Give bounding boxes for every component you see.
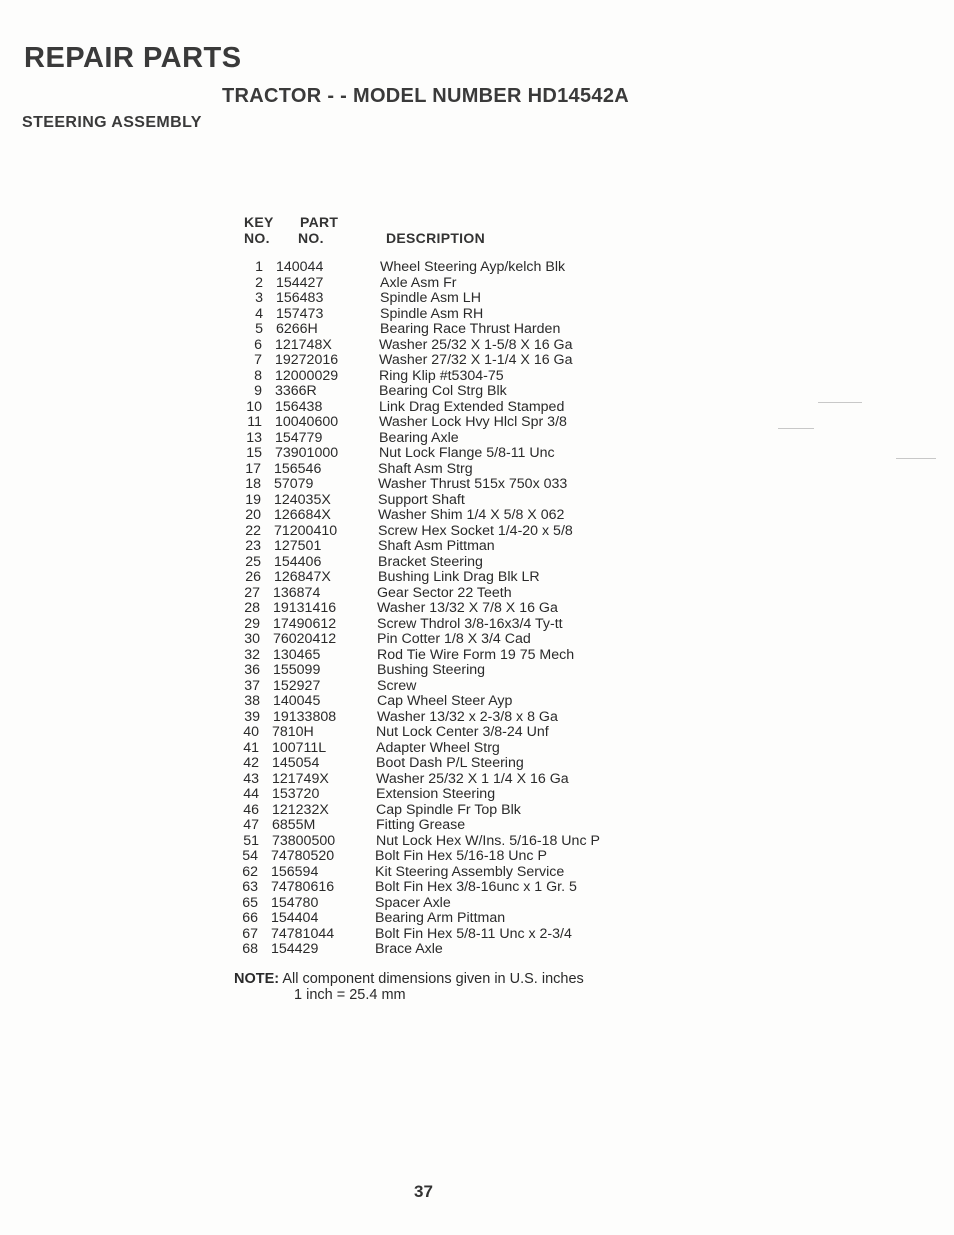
part-no-header	[298, 214, 338, 246]
part-description: Bearing Axle	[379, 429, 459, 446]
part-number: 17490612	[273, 615, 337, 632]
key-number: 43	[243, 770, 259, 787]
key-number: 65	[242, 894, 258, 911]
section-heading: STEERING ASSEMBLY	[22, 114, 202, 131]
parts-row	[231, 865, 656, 881]
part-number: 154427	[276, 274, 324, 291]
key-number: 54	[242, 848, 258, 864]
key-number: 20	[245, 507, 261, 523]
part-header-line1: PART	[300, 214, 339, 230]
key-number: 32	[244, 646, 260, 663]
part-description: Bolt Fin Hex 5/16-18 Unc P	[375, 848, 547, 864]
part-number: 100711L	[272, 739, 327, 756]
key-number: 1	[255, 259, 263, 275]
parts-row	[233, 601, 656, 617]
key-number: 6	[254, 336, 262, 353]
key-number: 68	[242, 941, 258, 957]
part-description: Spacer Axle	[375, 894, 451, 911]
key-number: 51	[243, 832, 259, 849]
part-number: 6266H	[276, 321, 318, 337]
key-number: 18	[245, 476, 261, 492]
parts-row	[236, 307, 656, 323]
part-description: Bolt Fin Hex 3/8-16unc x 1 Gr. 5	[375, 879, 577, 895]
key-number: 38	[244, 693, 260, 709]
part-description: Washer 13/32 x 2-3/8 x 8 Ga	[377, 708, 558, 725]
part-description: Kit Steering Assembly Service	[375, 863, 565, 880]
parts-row	[233, 663, 656, 679]
key-number: 2	[255, 274, 263, 291]
part-number: 140044	[276, 259, 324, 275]
key-number: 15	[246, 445, 262, 461]
part-number: 152927	[273, 677, 321, 694]
key-number: 17	[245, 460, 261, 477]
parts-row	[234, 555, 656, 571]
part-description: Bracket Steering	[378, 553, 483, 570]
part-number: 156594	[271, 863, 319, 880]
part-description: Washer Shim 1/4 X 5/8 X 062	[378, 507, 565, 523]
key-number: 4	[255, 305, 263, 322]
key-number: 44	[243, 786, 259, 802]
part-description: Bearing Arm Pittman	[375, 910, 506, 926]
parts-row	[232, 772, 656, 788]
part-description: Rod Tie Wire Form 19 75 Mech	[377, 646, 575, 663]
part-description: Washer Lock Hvy Hlcl Spr 3/8	[379, 414, 567, 430]
dimension-note	[234, 971, 584, 1003]
part-description: Fitting Grease	[376, 817, 466, 833]
parts-row	[236, 322, 656, 338]
key-number: 22	[245, 522, 261, 539]
part-number: 121232X	[272, 801, 329, 818]
parts-row	[235, 431, 656, 447]
part-description: Link Drag Extended Stamped	[379, 398, 565, 415]
scan-mark	[818, 402, 862, 403]
part-description: Shaft Asm Pittman	[378, 538, 495, 554]
part-description: Bearing Col Strg Blk	[379, 383, 507, 399]
key-number: 62	[242, 863, 258, 880]
part-number: 154780	[271, 894, 319, 911]
model-subtitle: TRACTOR - - MODEL NUMBER HD14542A	[222, 85, 629, 107]
key-number: 26	[245, 569, 261, 585]
parts-row	[234, 493, 656, 509]
parts-row	[235, 400, 656, 416]
part-number: 127501	[274, 538, 322, 554]
part-description: Brace Axle	[375, 941, 443, 957]
part-description: Washer 25/32 X 1-5/8 X 16 Ga	[379, 336, 573, 353]
note-label: NOTE:	[234, 971, 280, 987]
part-number: 136874	[273, 584, 321, 601]
key-number: 67	[242, 925, 258, 942]
parts-row	[233, 694, 656, 710]
parts-row	[233, 648, 656, 664]
note-conversion: 1 inch = 25.4 mm	[294, 987, 406, 1003]
parts-row	[235, 384, 656, 400]
key-number: 63	[242, 879, 258, 895]
key-no-header	[244, 214, 274, 246]
part-description: Nut Lock Flange 5/8-11 Unc	[379, 445, 555, 461]
key-number: 41	[243, 739, 259, 756]
part-number: 74781044	[271, 925, 335, 942]
parts-row	[232, 756, 656, 772]
part-number: 130465	[273, 646, 321, 663]
parts-row	[231, 911, 656, 927]
scan-mark	[778, 428, 814, 429]
part-description: Washer 27/32 X 1-1/4 X 16 Ga	[379, 352, 573, 368]
part-description: Bolt Fin Hex 5/8-11 Unc x 2-3/4	[375, 925, 572, 942]
part-number: 121748X	[275, 336, 332, 353]
part-description: Pin Cotter 1/8 X 3/4 Cad	[377, 631, 531, 647]
part-description: Bearing Race Thrust Harden	[380, 321, 561, 337]
parts-row	[233, 679, 656, 695]
parts-row	[235, 415, 656, 431]
parts-row	[232, 725, 656, 741]
key-number: 3	[255, 290, 263, 306]
parts-row	[231, 880, 656, 896]
part-number: 73901000	[275, 445, 339, 461]
part-description: Washer 13/32 X 7/8 X 16 Ga	[377, 600, 558, 616]
key-number: 36	[244, 662, 260, 678]
key-number: 66	[242, 910, 258, 926]
key-number: 29	[244, 615, 260, 632]
parts-row	[234, 508, 656, 524]
part-number: 156483	[276, 290, 324, 306]
parts-row	[234, 570, 656, 586]
parts-row	[236, 291, 656, 307]
part-number: 19272016	[275, 352, 339, 368]
part-number: 76020412	[273, 631, 337, 647]
part-description: Axle Asm Fr	[380, 274, 457, 291]
key-number: 28	[244, 600, 260, 616]
part-number: 154429	[271, 941, 319, 957]
key-number: 23	[245, 538, 261, 554]
parts-row	[233, 632, 656, 648]
part-description: Spindle Asm LH	[380, 290, 481, 306]
part-header-line2: NO.	[298, 230, 324, 246]
key-number: 8	[254, 367, 262, 384]
part-description: Washer 25/32 X 1 1/4 X 16 Ga	[376, 770, 569, 787]
part-number: 7810H	[272, 724, 314, 740]
parts-row	[233, 586, 656, 602]
parts-row	[234, 539, 656, 555]
part-number: 12000029	[275, 367, 339, 384]
part-description: Bushing Steering	[377, 662, 486, 678]
parts-row	[234, 524, 656, 540]
part-number: 140045	[273, 693, 321, 709]
key-number: 5	[255, 321, 263, 337]
parts-row	[234, 477, 656, 493]
part-number: 155099	[273, 662, 321, 678]
parts-row	[232, 741, 656, 757]
page-title: REPAIR PARTS	[24, 42, 242, 74]
part-number: 19131416	[273, 600, 337, 616]
part-description: Washer Thrust 515x 750x 033	[378, 476, 568, 492]
parts-row	[231, 927, 656, 943]
part-number: 154404	[271, 910, 319, 926]
part-description: Spindle Asm RH	[380, 305, 484, 322]
key-number: 7	[254, 352, 262, 368]
parts-row	[232, 834, 656, 850]
parts-row	[236, 276, 656, 292]
part-number: 157473	[276, 305, 324, 322]
part-number: 74780520	[271, 848, 335, 864]
key-number: 40	[243, 724, 259, 740]
part-number: 57079	[274, 476, 314, 492]
part-description: Nut Lock Hex W/Ins. 5/16-18 Unc P	[376, 832, 600, 849]
key-number: 9	[254, 383, 262, 399]
part-number: 154406	[274, 553, 322, 570]
parts-row	[233, 617, 656, 633]
part-description: Nut Lock Center 3/8-24 Unf	[376, 724, 549, 740]
key-number: 25	[245, 553, 261, 570]
parts-row	[235, 338, 656, 354]
part-number: 10040600	[275, 414, 339, 430]
part-number: 71200410	[274, 522, 338, 539]
part-description: Bushing Link Drag Blk LR	[378, 569, 540, 585]
description-header: DESCRIPTION	[386, 230, 485, 246]
part-description: Screw Thdrol 3/8-16x3/4 Ty-tt	[377, 615, 563, 632]
key-header-line2: NO.	[244, 230, 270, 246]
part-description: Cap Spindle Fr Top Blk	[376, 801, 521, 818]
key-number: 46	[243, 801, 259, 818]
key-number: 11	[247, 414, 262, 430]
part-description: Screw Hex Socket 1/4-20 x 5/8	[378, 522, 573, 539]
part-description: Screw	[377, 677, 417, 694]
parts-row	[232, 818, 656, 834]
part-number: 121749X	[272, 770, 329, 787]
part-number: 126684X	[274, 507, 331, 523]
parts-row	[236, 260, 656, 276]
parts-row	[231, 942, 656, 958]
part-number: 3366R	[275, 383, 317, 399]
page-number: 37	[414, 1182, 433, 1201]
parts-row	[232, 803, 656, 819]
part-number: 73800500	[272, 832, 336, 849]
key-header-line1: KEY	[244, 214, 274, 230]
part-number: 156438	[275, 398, 323, 415]
part-description: Adapter Wheel Strg	[376, 739, 500, 756]
part-number: 154779	[275, 429, 323, 446]
part-number: 74780616	[271, 879, 335, 895]
key-number: 19	[245, 491, 261, 508]
parts-row	[231, 849, 656, 865]
parts-row	[235, 446, 656, 462]
key-number: 47	[243, 817, 259, 833]
part-description: Gear Sector 22 Teeth	[377, 584, 512, 601]
part-number: 156546	[274, 460, 322, 477]
part-description: Support Shaft	[378, 491, 465, 508]
parts-row	[235, 353, 656, 369]
part-description: Wheel Steering Ayp/kelch Blk	[380, 259, 566, 275]
part-description: Ring Klip #t5304-75	[379, 367, 504, 384]
key-number: 42	[243, 755, 259, 771]
scan-mark	[896, 458, 936, 459]
key-number: 27	[244, 584, 260, 601]
parts-row	[233, 710, 656, 726]
part-description: Cap Wheel Steer Ayp	[377, 693, 513, 709]
key-number: 13	[246, 429, 262, 446]
key-number: 37	[244, 677, 260, 694]
part-number: 153720	[272, 786, 320, 802]
parts-row	[231, 896, 656, 912]
part-number: 19133808	[273, 708, 337, 725]
part-description: Shaft Asm Strg	[378, 460, 473, 477]
part-number: 124035X	[274, 491, 331, 508]
part-description: Boot Dash P/L Steering	[376, 755, 524, 771]
key-number: 30	[244, 631, 260, 647]
parts-list	[236, 260, 656, 958]
parts-row	[232, 787, 656, 803]
part-description: Extension Steering	[376, 786, 496, 802]
part-number: 6855M	[272, 817, 316, 833]
note-text: All component dimensions given in U.S. inches	[282, 971, 584, 987]
key-number: 39	[244, 708, 260, 725]
key-number: 10	[246, 398, 262, 415]
parts-row	[234, 462, 656, 478]
parts-row	[235, 369, 656, 385]
part-number: 126847X	[274, 569, 331, 585]
part-number: 145054	[272, 755, 320, 771]
